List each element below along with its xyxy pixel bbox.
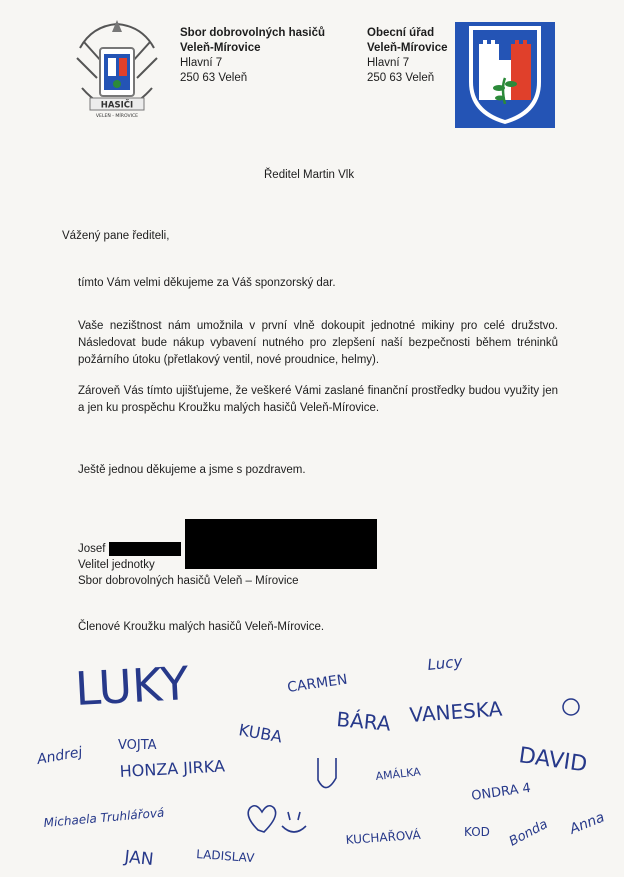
firefighters-crest-logo (72, 18, 162, 130)
signer-org: Sbor dobrovolných hasičů Veleň – Mírovice (78, 575, 299, 587)
signature-michaela: Michaela Truhlářová (43, 805, 165, 830)
paragraph-2: Vaše nezištnost nám umožnila v první vlně dokoupit jednotné mikiny pro celé družstvo. Následovat bude nákup vybavení nutného pro zlepšení naší bezpečnosti během tréninků požárního útoku (přetlakový ventil, nové proudnice, helmy). (78, 320, 558, 366)
signature-luky: LUKY (73, 656, 191, 716)
signature-jan: JAN (123, 847, 155, 871)
signature-vojta: VOJTA (118, 738, 157, 753)
municipality-org-line1: Obecní úřad (367, 27, 435, 39)
children-signatures (0, 630, 624, 877)
signature-kucharova: KUCHAŘOVÁ (345, 827, 422, 847)
signer-first-name: Josef (78, 543, 106, 555)
signature-bonda: Bonda (506, 816, 551, 850)
signature-vaneska: VANESKA (408, 696, 503, 727)
smiley-icon (563, 699, 579, 715)
redaction-surname (109, 542, 181, 556)
signature-ladislav: LADISLAV (195, 847, 255, 866)
paragraph-1: tímto Vám velmi děkujeme za Váš sponzorský dar. (78, 277, 336, 289)
crest-text-main: HASIČI (100, 100, 134, 111)
municipality-street: Hlavní 7 (367, 57, 410, 69)
municipality-address (367, 26, 448, 86)
signer-role: Velitel jednotky (78, 559, 155, 571)
smile-doodle-icon (318, 758, 336, 788)
salutation: Vážený pane řediteli, (62, 230, 170, 242)
signature-kuba: KUBA (237, 720, 284, 747)
signature-lucy: Lucy (426, 652, 464, 674)
signature-ondra: ONDRA 4 (470, 780, 532, 804)
redaction-signature (185, 519, 377, 569)
sender-city: 250 63 Veleň (180, 72, 248, 84)
signature-david: DAVID (517, 743, 589, 778)
signature-kod: KOD (464, 825, 490, 839)
signature-andrej: Andrej (35, 744, 84, 768)
paragraph-4: Ještě jednou děkujeme a jsme s pozdravem. (78, 464, 306, 476)
crest-text-sub: VELEŇ - MÍROVICE (95, 114, 139, 119)
sender-street: Hlavní 7 (180, 57, 223, 69)
sender-address (180, 26, 325, 86)
sender-org-line2: Veleň-Mírovice (180, 42, 261, 54)
paragraph-3: Zároveň Vás tímto ujišťujeme, že veškeré Vámi zaslané finanční prostředky budou využity jen a jen ku prospěchu Kroužku malých hasičů Veleň-Mírovice. (78, 385, 558, 414)
signature-amalka: AMÁLKA (374, 765, 422, 783)
municipality-org-line2: Veleň-Mírovice (367, 42, 448, 54)
municipality-city: 250 63 Veleň (367, 72, 435, 84)
signature-anna: Anna (567, 809, 607, 838)
signature-honza-jirka: HONZA JIRKA (119, 756, 226, 781)
members-line: Členové Kroužku malých hasičů Veleň-Mírovice. (78, 621, 325, 633)
recipient-line: Ředitel Martin Vlk (264, 169, 355, 181)
heart-doodle-icon (248, 806, 275, 832)
face-doodle-icon (282, 812, 306, 832)
signature-carmen: CARMEN (286, 671, 349, 696)
sender-org-line1: Sbor dobrovolných hasičů (180, 27, 326, 39)
signature-bara: BÁRA (335, 707, 392, 736)
municipal-coat-of-arms-logo (455, 22, 555, 128)
